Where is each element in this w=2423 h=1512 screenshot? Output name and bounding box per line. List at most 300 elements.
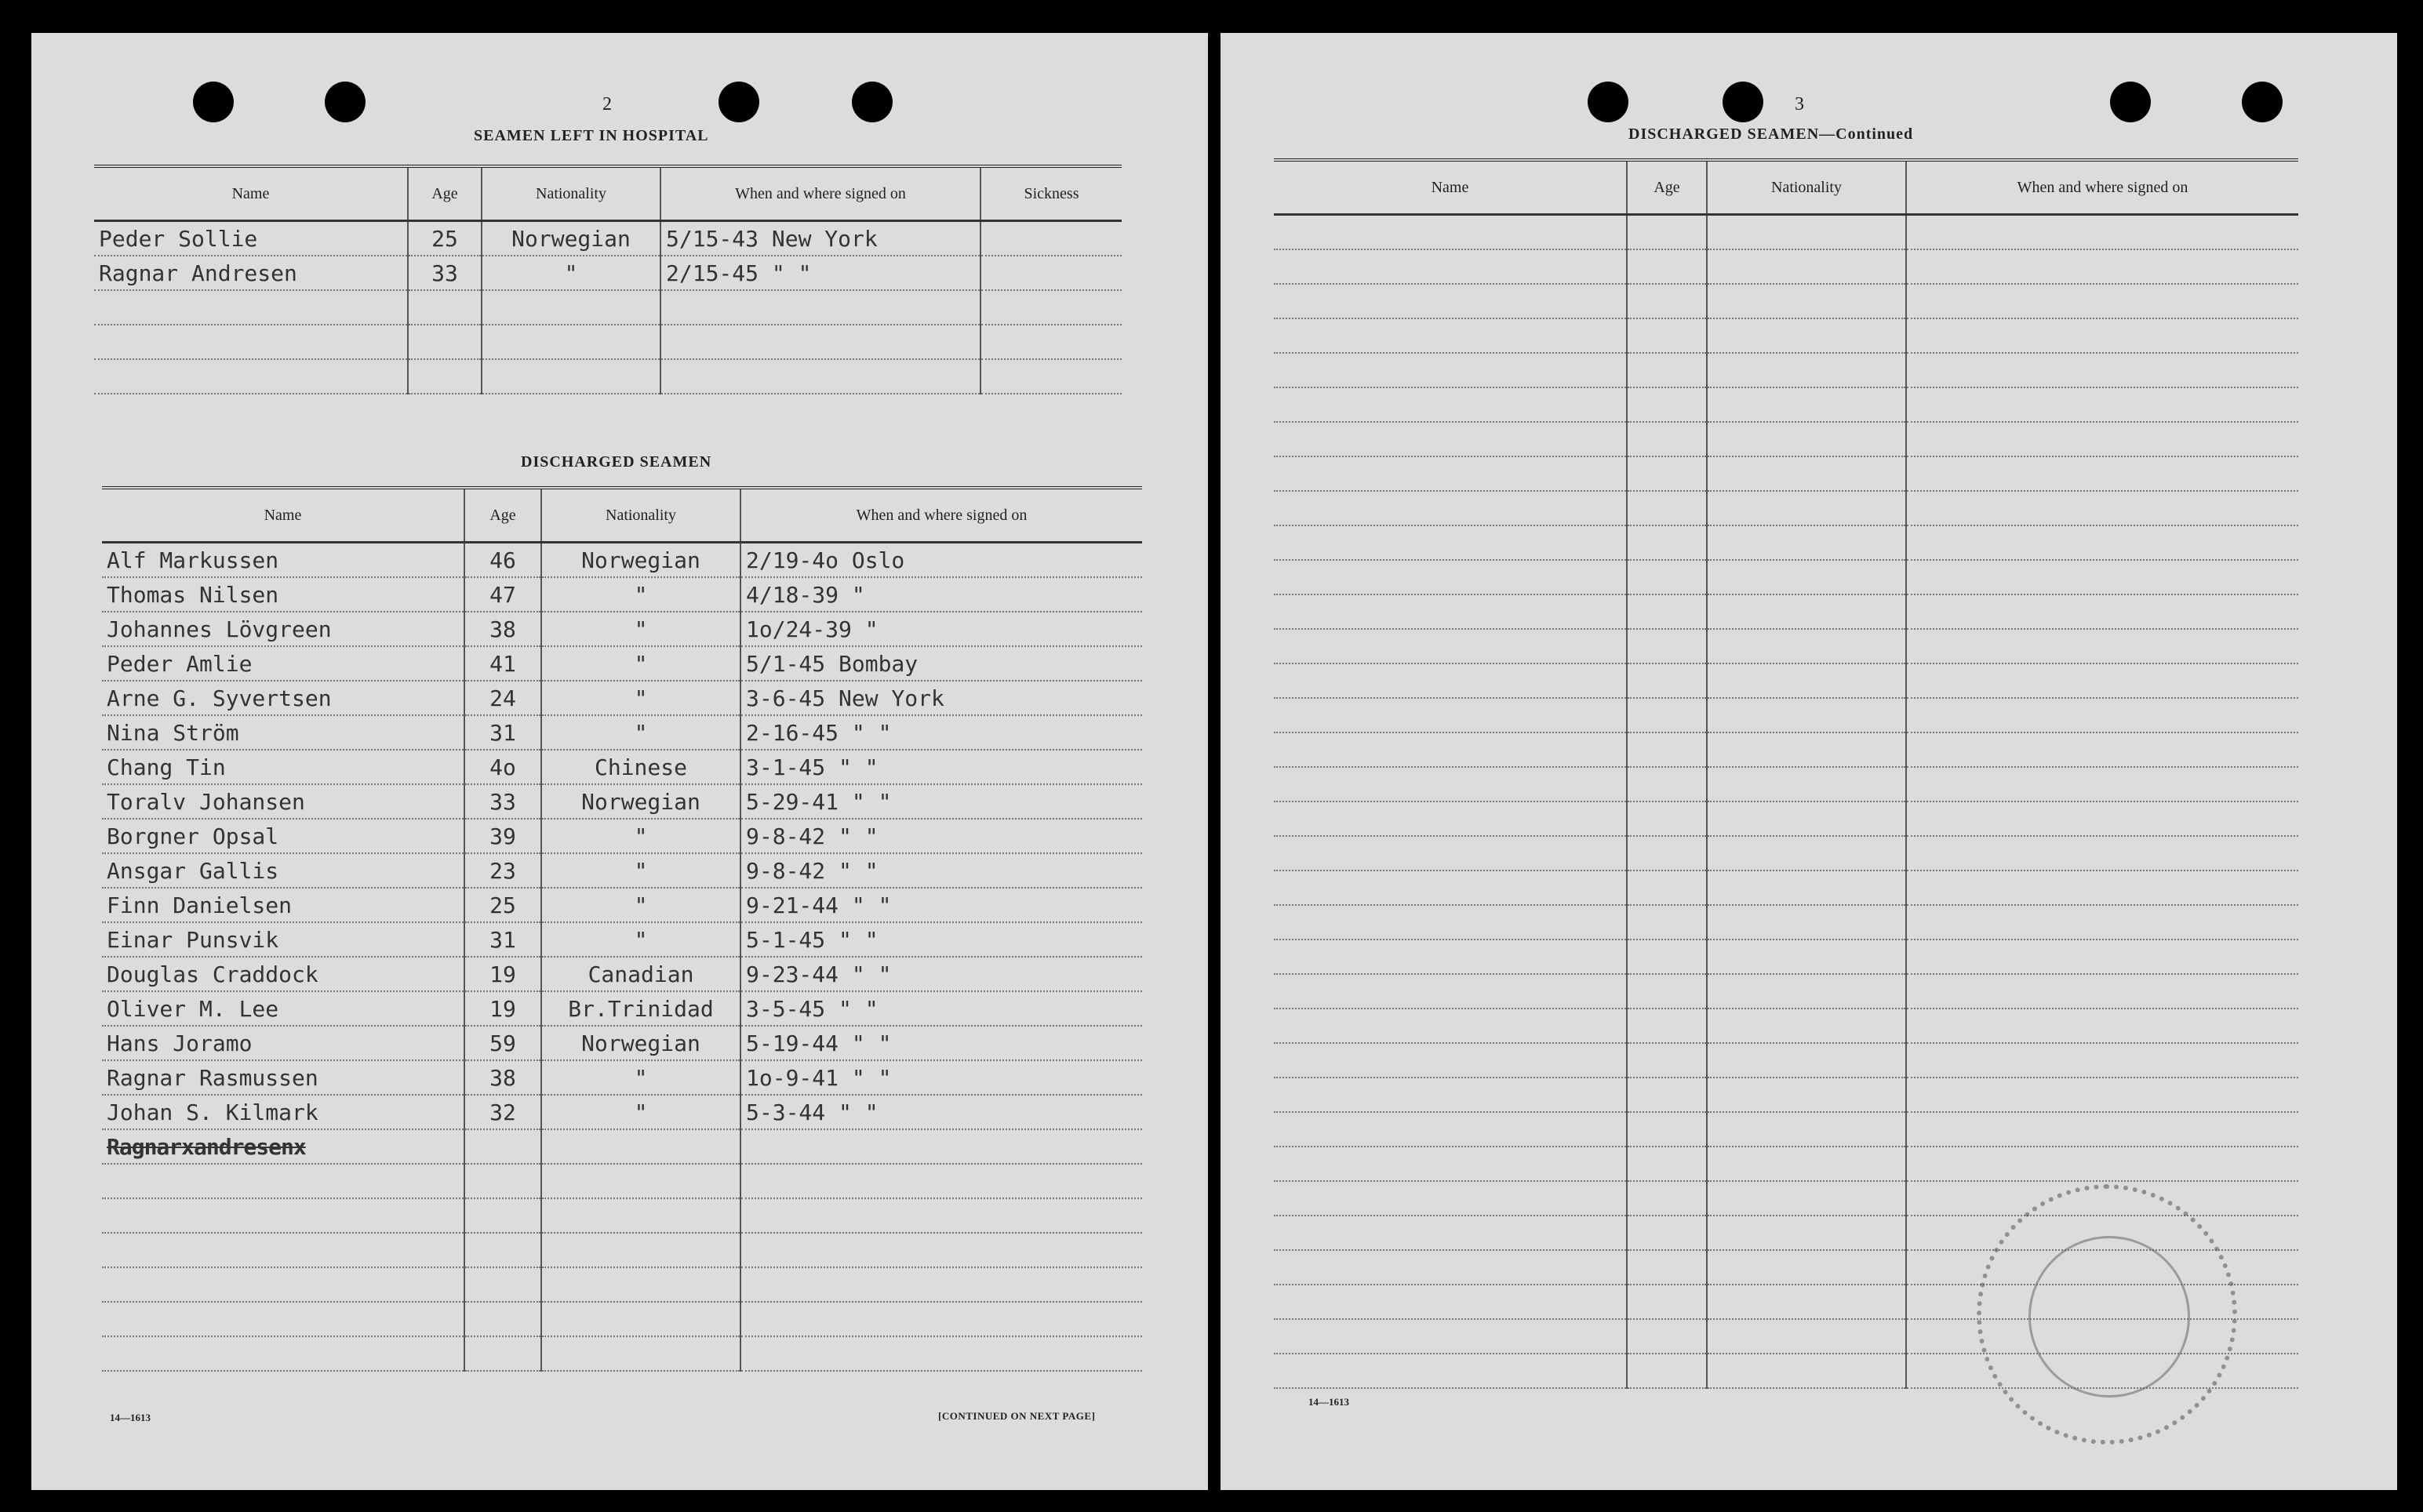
table-cell — [1707, 767, 1906, 801]
table-cell — [1274, 215, 1627, 250]
table-cell — [1906, 387, 2298, 422]
table-row — [1274, 215, 2298, 250]
table-cell: 2/15-45 " " — [660, 256, 980, 290]
table-cell — [1707, 974, 1906, 1009]
table-cell — [1906, 698, 2298, 732]
table-cell — [1906, 940, 2298, 974]
table-cell: 9-8-42 " " — [740, 853, 1142, 888]
table-cell — [1707, 422, 1906, 456]
table-cell: 5/15-43 New York — [660, 221, 980, 256]
discharged-title: DISCHARGED SEAMEN — [521, 453, 712, 471]
table-cell — [1707, 1112, 1906, 1147]
table-row — [94, 359, 1122, 394]
table-cell — [1274, 387, 1627, 422]
table-row — [1274, 560, 2298, 594]
table-row — [102, 888, 1142, 922]
table-cell — [1627, 215, 1707, 250]
table-cell — [1707, 491, 1906, 525]
table-cell: " — [541, 715, 740, 750]
table-cell — [1274, 353, 1627, 387]
table-cell: Johan S. Kilmark — [102, 1095, 464, 1129]
table-cell — [1627, 629, 1707, 663]
table-cell: 5/1-45 Bombay — [740, 646, 1142, 681]
table-row — [94, 290, 1122, 325]
table-cell — [464, 1233, 541, 1267]
table-cell — [408, 359, 482, 394]
struck-entry: Ragnarxandresenx — [102, 1129, 464, 1164]
table-cell — [1707, 525, 1906, 560]
table-cell — [740, 1336, 1142, 1371]
table-cell — [1627, 422, 1707, 456]
table-cell — [1627, 525, 1707, 560]
table-row — [1274, 940, 2298, 974]
table-cell: Canadian — [541, 957, 740, 991]
table-cell — [482, 359, 660, 394]
table-cell: " — [541, 819, 740, 853]
table-cell — [1627, 940, 1707, 974]
table-cell: Norwegian — [482, 221, 660, 256]
table-cell: " — [541, 577, 740, 612]
table-cell — [1707, 1078, 1906, 1112]
table-row — [102, 1095, 1142, 1129]
table-row — [102, 1026, 1142, 1060]
table-cell — [1707, 836, 1906, 870]
table-cell: 1o-9-41 " " — [740, 1060, 1142, 1095]
table-cell — [1274, 422, 1627, 456]
table-cell — [980, 359, 1122, 394]
table-row — [1274, 422, 2298, 456]
table-row — [102, 1198, 1142, 1233]
punch-hole — [325, 82, 366, 122]
table-cell: 41 — [464, 646, 541, 681]
table-cell — [1906, 974, 2298, 1009]
table-cell: 9-8-42 " " — [740, 819, 1142, 853]
table-cell — [541, 1198, 740, 1233]
table-row — [102, 819, 1142, 853]
table-row — [1274, 318, 2298, 353]
table-row — [102, 1233, 1142, 1267]
table-cell: 47 — [464, 577, 541, 612]
table-cell — [1627, 491, 1707, 525]
table-cell — [1274, 974, 1627, 1009]
table-cell — [1274, 1181, 1627, 1216]
table-cell — [1627, 905, 1707, 940]
page-number: 3 — [1795, 94, 1804, 114]
table-row — [102, 957, 1142, 991]
column-header: When and where signed on — [1906, 160, 2298, 215]
table-cell: " — [541, 1060, 740, 1095]
table-cell: 3-6-45 New York — [740, 681, 1142, 715]
table-row — [94, 221, 1122, 256]
table-cell — [1707, 1009, 1906, 1043]
table-cell — [482, 290, 660, 325]
table-cell — [740, 1302, 1142, 1336]
table-cell — [1906, 836, 2298, 870]
table-cell: 5-19-44 " " — [740, 1026, 1142, 1060]
table-cell: " — [541, 612, 740, 646]
table-cell: Peder Amlie — [102, 646, 464, 681]
table-row — [1274, 974, 2298, 1009]
table-cell — [1627, 1181, 1707, 1216]
table-cell — [1906, 905, 2298, 940]
table-row — [1274, 284, 2298, 318]
table-cell — [1627, 698, 1707, 732]
table-cell — [102, 1267, 464, 1302]
table-cell — [1906, 594, 2298, 629]
table-cell — [1274, 1250, 1627, 1285]
left-page — [31, 33, 1208, 1490]
table-cell — [1627, 767, 1707, 801]
table-cell — [1707, 905, 1906, 940]
table-cell — [102, 1233, 464, 1267]
table-cell — [660, 325, 980, 359]
table-cell — [1906, 663, 2298, 698]
table-cell: Chinese — [541, 750, 740, 784]
table-cell — [1707, 594, 1906, 629]
table-row — [1274, 870, 2298, 905]
table-row — [1274, 663, 2298, 698]
table-cell — [1627, 353, 1707, 387]
table-cell: Norwegian — [541, 543, 740, 578]
table-cell: 24 — [464, 681, 541, 715]
table-cell — [1707, 284, 1906, 318]
table-cell — [1906, 456, 2298, 491]
table-cell: " — [541, 888, 740, 922]
table-cell — [1627, 870, 1707, 905]
table-row — [1274, 1112, 2298, 1147]
table-cell — [1627, 801, 1707, 836]
table-cell — [1274, 1009, 1627, 1043]
table-cell: 3-1-45 " " — [740, 750, 1142, 784]
table-cell — [1274, 940, 1627, 974]
table-cell: 46 — [464, 543, 541, 578]
table-row — [1274, 1009, 2298, 1043]
table-cell — [1707, 801, 1906, 836]
table-row — [1274, 249, 2298, 284]
table-cell — [740, 1164, 1142, 1198]
table-cell — [541, 1129, 740, 1164]
punch-hole — [2110, 82, 2151, 122]
table-cell — [1906, 1009, 2298, 1043]
table-cell — [1274, 525, 1627, 560]
table-cell — [1707, 353, 1906, 387]
table-cell — [1627, 1285, 1707, 1319]
table-cell: 19 — [464, 991, 541, 1026]
form-id: 14—1613 — [1308, 1396, 1349, 1408]
table-cell — [541, 1164, 740, 1198]
table-cell — [1707, 249, 1906, 284]
table-cell: 19 — [464, 957, 541, 991]
table-cell: 5-1-45 " " — [740, 922, 1142, 957]
table-row — [102, 681, 1142, 715]
table-row — [1274, 767, 2298, 801]
table-cell — [1274, 594, 1627, 629]
table-cell: Finn Danielsen — [102, 888, 464, 922]
table-cell: Peder Sollie — [94, 221, 408, 256]
table-row — [102, 1129, 1142, 1164]
table-cell: Douglas Craddock — [102, 957, 464, 991]
table-row — [102, 991, 1142, 1026]
table-cell — [1707, 663, 1906, 698]
table-cell: " — [541, 681, 740, 715]
punch-hole — [2242, 82, 2283, 122]
discharged-table — [102, 486, 1142, 1372]
table-cell — [1274, 836, 1627, 870]
table-cell — [1274, 1078, 1627, 1112]
table-cell — [1274, 905, 1627, 940]
table-cell — [1906, 249, 2298, 284]
table-cell — [1627, 1147, 1707, 1181]
table-row — [1274, 1078, 2298, 1112]
continued-note: [CONTINUED ON NEXT PAGE] — [938, 1410, 1096, 1422]
table-cell — [1707, 698, 1906, 732]
table-cell: Nina Ström — [102, 715, 464, 750]
table-row — [102, 784, 1142, 819]
table-row — [1274, 698, 2298, 732]
table-cell — [1627, 974, 1707, 1009]
table-cell — [980, 256, 1122, 290]
punch-hole — [852, 82, 893, 122]
table-row — [102, 715, 1142, 750]
table-cell — [1707, 456, 1906, 491]
table-cell: Einar Punsvik — [102, 922, 464, 957]
table-row — [102, 853, 1142, 888]
form-id: 14—1613 — [110, 1412, 151, 1423]
table-cell — [102, 1336, 464, 1371]
table-row — [102, 543, 1142, 578]
punch-hole — [1723, 82, 1763, 122]
table-cell: 38 — [464, 612, 541, 646]
postmark-stamp — [1977, 1184, 2237, 1445]
table-cell: " — [482, 256, 660, 290]
table-cell — [1627, 387, 1707, 422]
table-row — [1274, 491, 2298, 525]
column-header: Nationality — [482, 166, 660, 221]
table-cell: 2/19-4o Oslo — [740, 543, 1142, 578]
table-cell — [1906, 1078, 2298, 1112]
column-header: When and where signed on — [660, 166, 980, 221]
table-cell: 25 — [408, 221, 482, 256]
table-cell: 2-16-45 " " — [740, 715, 1142, 750]
table-row — [1274, 801, 2298, 836]
table-cell — [740, 1233, 1142, 1267]
hospital-table — [94, 165, 1122, 394]
table-cell: 9-21-44 " " — [740, 888, 1142, 922]
table-cell: Ragnar Rasmussen — [102, 1060, 464, 1095]
table-cell: 5-3-44 " " — [740, 1095, 1142, 1129]
table-row — [1274, 594, 2298, 629]
table-cell — [1274, 732, 1627, 767]
table-cell — [1707, 629, 1906, 663]
table-cell — [1707, 870, 1906, 905]
table-cell: Norwegian — [541, 784, 740, 819]
table-cell — [1906, 525, 2298, 560]
table-cell: Johannes Lövgreen — [102, 612, 464, 646]
table-cell — [1627, 1319, 1707, 1354]
table-cell: Norwegian — [541, 1026, 740, 1060]
column-header: Nationality — [541, 488, 740, 543]
table-cell: 1o/24-39 " — [740, 612, 1142, 646]
table-row — [102, 922, 1142, 957]
table-cell: 32 — [464, 1095, 541, 1129]
table-cell — [1274, 249, 1627, 284]
table-cell — [1707, 1216, 1906, 1250]
table-row — [94, 256, 1122, 290]
table-row — [102, 612, 1142, 646]
table-cell — [1627, 284, 1707, 318]
table-row — [102, 577, 1142, 612]
table-cell — [1274, 1319, 1627, 1354]
column-header: Name — [94, 166, 408, 221]
table-cell — [1707, 732, 1906, 767]
table-cell: 31 — [464, 715, 541, 750]
table-cell: 4/18-39 " — [740, 577, 1142, 612]
table-row — [1274, 525, 2298, 560]
table-cell — [1707, 318, 1906, 353]
table-cell — [1274, 1285, 1627, 1319]
table-cell: Toralv Johansen — [102, 784, 464, 819]
table-row — [1274, 905, 2298, 940]
table-cell: Arne G. Syvertsen — [102, 681, 464, 715]
table-cell — [464, 1164, 541, 1198]
table-cell: 31 — [464, 922, 541, 957]
table-cell — [740, 1198, 1142, 1233]
table-row — [1274, 629, 2298, 663]
table-cell — [1627, 318, 1707, 353]
table-cell — [1707, 1285, 1906, 1319]
table-cell — [1274, 1112, 1627, 1147]
table-cell — [1906, 629, 2298, 663]
table-cell — [1906, 732, 2298, 767]
table-cell — [1274, 318, 1627, 353]
table-cell — [464, 1336, 541, 1371]
table-cell: 25 — [464, 888, 541, 922]
table-cell — [102, 1198, 464, 1233]
table-cell — [541, 1302, 740, 1336]
table-cell — [980, 221, 1122, 256]
column-header: Nationality — [1707, 160, 1906, 215]
table-cell — [1274, 560, 1627, 594]
table-cell — [1627, 249, 1707, 284]
table-cell: 4o — [464, 750, 541, 784]
table-cell — [1906, 1112, 2298, 1147]
table-cell: Borgner Opsal — [102, 819, 464, 853]
table-cell — [1906, 1043, 2298, 1078]
hospital-title: SEAMEN LEFT IN HOSPITAL — [474, 127, 709, 144]
table-cell — [1274, 767, 1627, 801]
table-cell — [1906, 767, 2298, 801]
table-cell — [980, 325, 1122, 359]
table-cell: 9-23-44 " " — [740, 957, 1142, 991]
table-cell: Br.Trinidad — [541, 991, 740, 1026]
table-cell — [980, 290, 1122, 325]
table-cell — [1906, 870, 2298, 905]
table-cell — [1627, 1078, 1707, 1112]
table-cell — [1627, 1354, 1707, 1388]
table-cell: 59 — [464, 1026, 541, 1060]
table-row — [102, 1267, 1142, 1302]
table-row — [1274, 1147, 2298, 1181]
table-cell — [1274, 1216, 1627, 1250]
table-cell — [1906, 422, 2298, 456]
table-row — [1274, 732, 2298, 767]
table-cell — [541, 1336, 740, 1371]
table-cell — [482, 325, 660, 359]
table-cell — [1707, 1319, 1906, 1354]
table-cell — [1906, 318, 2298, 353]
table-cell — [1627, 1009, 1707, 1043]
table-cell — [1627, 663, 1707, 698]
table-cell — [1707, 940, 1906, 974]
table-cell — [1906, 491, 2298, 525]
table-cell — [1274, 1354, 1627, 1388]
table-cell — [1274, 698, 1627, 732]
table-cell — [1906, 353, 2298, 387]
table-row — [1274, 387, 2298, 422]
table-row — [102, 1060, 1142, 1095]
table-cell — [1274, 456, 1627, 491]
table-cell — [1707, 1147, 1906, 1181]
table-cell — [1627, 732, 1707, 767]
column-header: When and where signed on — [740, 488, 1142, 543]
table-cell — [1627, 1216, 1707, 1250]
table-cell — [464, 1198, 541, 1233]
table-row — [1274, 353, 2298, 387]
punch-hole — [193, 82, 234, 122]
punch-hole — [1588, 82, 1628, 122]
table-cell — [1627, 560, 1707, 594]
table-cell — [1707, 560, 1906, 594]
table-cell: " — [541, 853, 740, 888]
table-cell — [102, 1302, 464, 1336]
table-cell: 3-5-45 " " — [740, 991, 1142, 1026]
column-header: Sickness — [980, 166, 1122, 221]
table-cell — [1274, 284, 1627, 318]
table-cell — [1627, 1250, 1707, 1285]
table-cell — [1707, 1181, 1906, 1216]
table-cell — [408, 325, 482, 359]
table-row — [102, 646, 1142, 681]
table-cell — [1906, 1147, 2298, 1181]
table-cell: 39 — [464, 819, 541, 853]
table-cell — [1627, 1112, 1707, 1147]
table-cell — [1627, 594, 1707, 629]
table-row — [1274, 836, 2298, 870]
table-cell — [1707, 1043, 1906, 1078]
table-cell — [408, 290, 482, 325]
table-cell — [660, 359, 980, 394]
table-cell — [94, 325, 408, 359]
table-cell — [660, 290, 980, 325]
table-cell — [1906, 215, 2298, 250]
table-cell — [94, 359, 408, 394]
table-cell — [1274, 491, 1627, 525]
table-cell — [1627, 456, 1707, 491]
punch-hole — [719, 82, 759, 122]
table-cell — [1274, 1147, 1627, 1181]
table-row — [102, 1302, 1142, 1336]
table-cell — [1274, 1043, 1627, 1078]
table-cell: " — [541, 646, 740, 681]
table-cell: 5-29-41 " " — [740, 784, 1142, 819]
discharged-continued-title: DISCHARGED SEAMEN—Continued — [1628, 125, 1914, 143]
table-cell — [1906, 560, 2298, 594]
table-cell — [1627, 836, 1707, 870]
table-cell: 33 — [464, 784, 541, 819]
table-cell: 23 — [464, 853, 541, 888]
table-cell — [1274, 629, 1627, 663]
table-row — [94, 325, 1122, 359]
